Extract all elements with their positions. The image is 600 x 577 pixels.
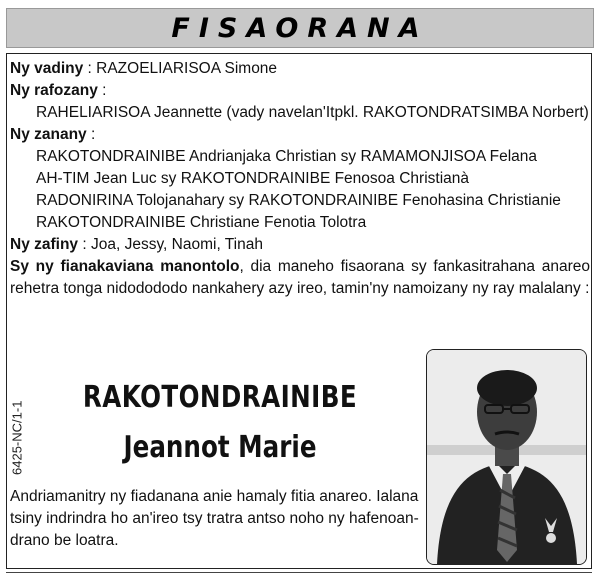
sisters-heading [10, 80, 590, 102]
notice-header [6, 8, 594, 48]
child-line: RADONIRINA Tolojanahary sy RAKOTONDRAINIBE Fenohasina Christianie [36, 192, 561, 209]
family-paragraph [10, 256, 590, 300]
children-suffix: : [86, 126, 96, 143]
child-line: RAKOTONDRAINIBE Andrianjaka Christian sy RAMAMONJISOA Felana [36, 148, 538, 165]
portrait-photo [426, 349, 587, 565]
children-label: Ny zanany [10, 126, 87, 143]
closing-text: Andriamanitry ny fiadanana anie hamaly fitia anareo. Ialana tsiny indrindra ho an'ireo tsy tratra antso noho ny hafenoan-drano be loatra. [10, 488, 419, 549]
bottom-divider [6, 572, 592, 573]
sisters-suffix: : [97, 82, 107, 99]
sisters-line: RAHELIARISOA Jeannette (vady navelan'Itpkl. RAKOTONDRATSIMBA Norbert) [36, 104, 589, 121]
child-line: RAKOTONDRAINIBE Christiane Fenotia Tolotra [36, 214, 367, 231]
sisters-label: Ny rafozany [10, 82, 98, 99]
notice-title: FISAORANA [171, 12, 429, 44]
children-heading [10, 124, 590, 146]
grandchildren-value: : Joa, Jessy, Naomi, Tinah [78, 236, 263, 253]
widow-line [10, 58, 590, 80]
portrait-icon [427, 350, 586, 564]
family-text: , dia maneho fisaorana sy fankasitrahana anareo rehetra tonga nidodododo nankahery azy ireo, tamin'ny namoizany ny ray malalany : [10, 258, 590, 297]
notice-reference: 6425-NC/1-1 [9, 400, 25, 476]
widow-value: : RAZOELIARISOA Simone [83, 60, 278, 77]
family-label: Sy ny fianakaviana manontolo [10, 258, 240, 275]
grandchildren-label: Ny zafiny [10, 236, 79, 253]
deceased-surname: RAKOTONDRAINIBE [82, 380, 358, 415]
widow-label: Ny vadiny [10, 60, 84, 77]
deceased-given-name: Jeannot Marie [123, 430, 317, 465]
grandchildren-line [10, 234, 590, 256]
notice-body [10, 58, 590, 300]
child-line: AH-TIM Jean Luc sy RAKOTONDRAINIBE Fenosoa Christianà [36, 170, 469, 187]
